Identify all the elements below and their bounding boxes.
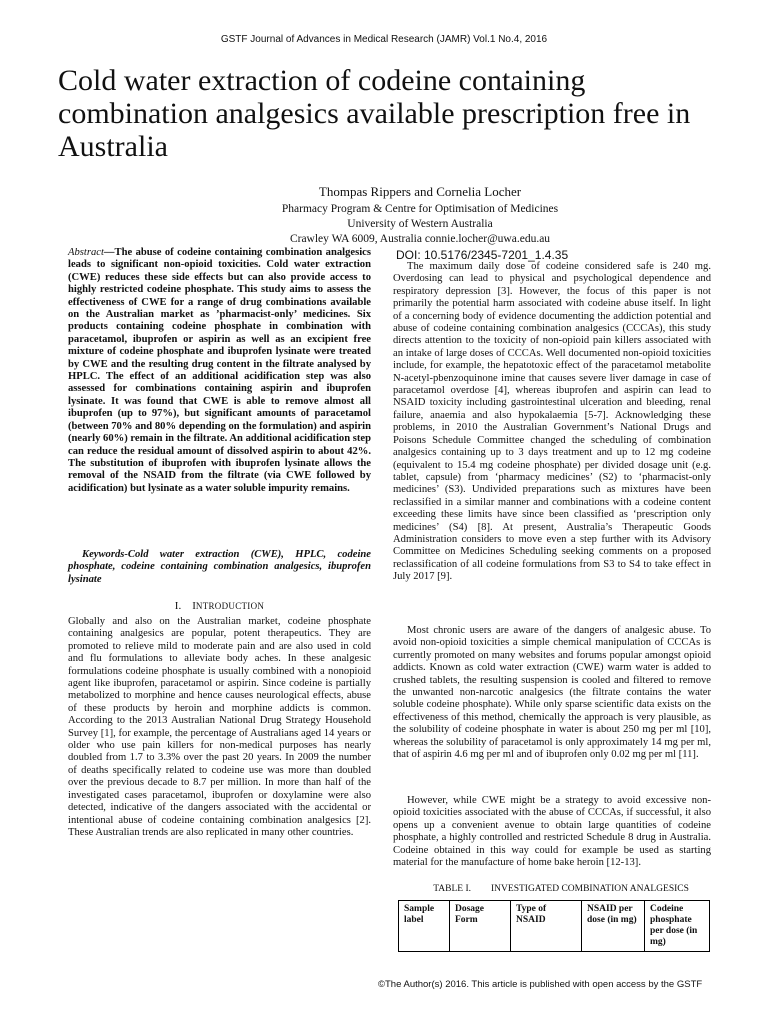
right-paragraph-2: Most chronic users are aware of the dangers of analgesic abuse. To avoid non-opioid toxicities a simple chemical manipulation of CCCAs is currently promoted on many websites and forums popular amongst opioid addicts. Known as cold water extraction (CWE) warm water is added to crushed tablets, the resulting suspension is cooled and filtered to remove the unwanted non-narcotic analgesics (the filtrate contains the water soluble codeine phosphate). While only sparse scientific data exists on the effectiveness of this method, chemically the approach is very plausible, as the solubility of codeine phosphate in water is about 250 mg per ml [10], whereas the solubility of paracetamol is only approximately 14 mg per ml, that of aspirin 4.6 mg per ml and of ibuprofen only 0.02 mg per ml [11].: [393, 625, 711, 761]
table-caption: [393, 884, 711, 894]
authors: Thompas Rippers and Cornelia Locher: [318, 184, 522, 199]
table-header-cell: NSAID per dose (in mg): [582, 901, 645, 952]
table-number: TABLE I.: [433, 884, 471, 894]
table-header-cell: Codeine phosphate per dose (in mg): [645, 901, 710, 952]
affiliation-line-2: University of Western Australia: [347, 218, 493, 230]
table-title: INVESTIGATED COMBINATION ANALGESICS: [491, 884, 689, 894]
journal-header: GSTF Journal of Advances in Medical Research (JAMR) Vol.1 No.4, 2016: [220, 34, 548, 45]
combination-analgesics-table: [398, 900, 710, 952]
abstract: [68, 247, 371, 495]
abstract-label: Abstract: [68, 247, 104, 258]
table-header-cell: Type of NSAID: [511, 901, 582, 952]
doi: DOI: 10.5176/2345-7201_1.4.35: [396, 248, 569, 262]
table-header-cell: Dosage Form: [450, 901, 511, 952]
right-paragraph-1: The maximum daily dose of codeine considered safe is 240 mg. Overdosing can lead to physical and psychological dependence and respiratory depression [3]. However, the focus of this paper is not primarily the potential harm associated with codeine abuse itself. In light of a concerning body of evidence documenting the addiction potential and abuse of codeine containing combination analgesics (CCCAs), this study directs attention to the toxicity of non-opioid pain killers associated with an intake of large doses of CCCAs. Well documented non-opioid toxicities include, for example, the hepatotoxic effect of the paracetamol metabolite N-acetyl-pbenzoquinone imine that causes severe liver damage in case of paracetamol overdose [4], whereas ibuprofen and aspirin can lead to NSAID toxicity including gastrointestinal ulceration and bleeding, renal failure, anaemia and also hypokalaemia [5-7]. Acknowledging these problems, in 2010 the Australian Government’s National Drugs and Poisons Schedule Committee changed the scheduling of combination analgesics containing up to 3 days treatment and up to 12 mg codeine (equivalent to 15.4 mg codeine phosphate) per divided dosage unit (e.g. tablet, capsule) from ‘pharmacy medicines’ (S2) to ‘pharmacist-only medicines’ (S3). Undivided preparations such as mixtures have been reclassified in a similar manner and combinations with a codeine content exceeding these limits have since been classified as ‘prescription only medicines’ (S4) [8]. At present, Australia’s Therapeutic Goods Administration considers to move even a step further with its Advisory Committee on Medicines Scheduling seeking comments on a proposed reclassification of all codeine formulations from S3 to S4 to take effect in July 2017 [9].: [393, 261, 711, 583]
keywords: Keywords-Cold water extraction (CWE), HPLC, codeine phosphate, codeine containing combination analgesics, ibuprofen lysinate: [68, 549, 371, 585]
paper-title: Cold water extraction of codeine containing combination analgesics available prescription free in Australia: [58, 64, 691, 163]
section-numeral: I.: [174, 600, 182, 612]
abstract-text: —The abuse of codeine containing combination analgesics leads to significant non-opioid toxicities. Cold water extraction (CWE) reduces these side effects but can also provide access to highly restricted codeine phosphate. This study aims to assess the effectiveness of CWE for a range of drug combinations available on the Australian market as ’pharmacist-only’ medicines. Six products containing codeine phosphate in combination with paracetamol, ibuprofen or aspirin as well as an excipient free mixture of codeine phosphate and ibuprofen lysinate were treated by CWE and the resulting drug content in the filtrate analysed by HPLC. The effect of an additional acidification step was also assessed for combinations containing aspirin and ibuprofen lysinate. It was found that CWE is able to remove almost all ibuprofen (up to 97%), but significant amounts of paracetamol (between 70% and 80% depending on the formulation) and aspirin (nearly 60%) remain in the filtrate. An additional acidification step can reduce the residual amount of dissolved aspirin to about 42%. The substitution of ibuprofen with ibuprofen lysinate allows the removal of the NSAID from the filtrate (via CWE followed by acidification) but lysinate as a water soluble impurity remains.: [68, 247, 371, 494]
footer: ©The Author(s) 2016. This article is published with open access by the GSTF: [378, 979, 703, 990]
right-paragraph-3: However, while CWE might be a strategy to avoid excessive non-opioid toxicities associated with the abuse of CCCAs, if successful, it also opens up a convenient avenue to obtain large quantities of codeine phosphate, a highly controlled and restricted Schedule 8 drug in Australia. Codeine obtained in this way could for example be used as starting material for the manufacture of home bake heroin [12-13].: [393, 795, 711, 869]
intro-paragraph: Globally and also on the Australian market, codeine phosphate containing analgesics are popular, potent therapeutics. They are promoted to relieve mild to moderate pain and are also used in cold and flu formulations to alleviate body aches. In these analgesic formulations codeine phosphate is usually combined with a nonopioid agent like ibuprofen, paracetamol or aspirin. Since codeine is partially metabolized to morphine and hence causes neurological effects, abuse of these products by heroin and morphine addicts is common. According to the 2013 Australian National Drug Strategy Household Survey [1], for example, the percentage of Australians aged 14 years or older who use pain killers for non-medical purposes has nearly doubled from 1.7 to 3.3% over the past 20 years. In 2009 the number of deaths specifically related to codeine use was more than doubled over the previous decade to 8.7 per million. In more than half of the investigated cases paracetamol, ibuprofen or doxylamine were also detected, indicative of the dangers associated with the accidental or intentional abuse of codeine containing combination analgesics [2]. These Australian trends are also replicated in many other countries.: [68, 616, 371, 838]
table-header-row: [399, 901, 710, 952]
table-header-cell: Sample label: [399, 901, 450, 952]
section-title-first: I: [192, 600, 196, 612]
affiliation-line-1: Pharmacy Program & Centre for Optimisation of Medicines: [281, 203, 559, 215]
section-heading-introduction: [68, 600, 371, 612]
affiliation-line-3: Crawley WA 6009, Australia connie.locher@uwa.edu.au: [289, 233, 551, 245]
section-title-rest: NTRODUCTION: [195, 601, 265, 611]
